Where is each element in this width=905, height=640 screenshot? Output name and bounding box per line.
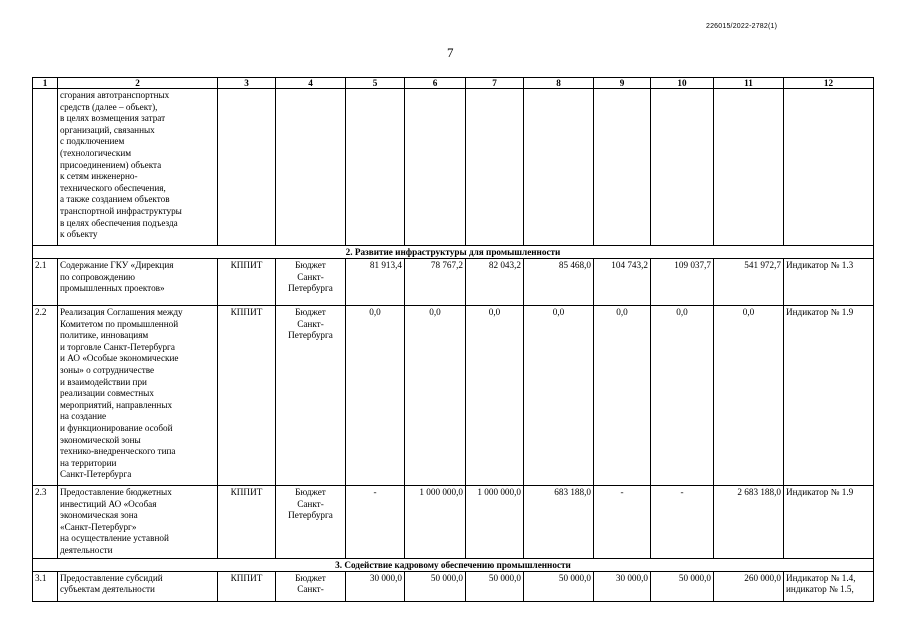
total-cell: 2 683 188,0 bbox=[714, 486, 784, 559]
value-cell: 109 037,7 bbox=[651, 259, 714, 306]
table-row bbox=[33, 571, 874, 601]
value-cell: - bbox=[651, 486, 714, 559]
funding-source-cell: Бюджет Санкт- bbox=[276, 571, 346, 601]
document-number: 226015/2022-2782(1) bbox=[706, 23, 778, 30]
activity-name-cell: Предоставление субсидий субъектам деятельности bbox=[58, 571, 218, 601]
activity-name-cell: сгорания автотранспортных средств (далее – объект), в целях возмещения затрат организаций, связанных с подключением (технологическим присоединением) объекта к сетям инженерно- технического обеспечения, а также созданием объектов транспортной инфраструктуры в целях обеспечения подъезда к объекту bbox=[58, 89, 218, 246]
activity-name-cell: Содержание ГКУ «Дирекция по сопровождению промышленных проектов» bbox=[58, 259, 218, 306]
value-cell: 0,0 bbox=[524, 306, 594, 486]
value-cell: 104 743,2 bbox=[594, 259, 651, 306]
value-cell: 85 468,0 bbox=[524, 259, 594, 306]
table-row bbox=[33, 259, 874, 306]
column-header: 3 bbox=[218, 78, 276, 89]
value-cell: - bbox=[346, 486, 405, 559]
row-number-cell: 2.1 bbox=[33, 259, 58, 306]
section-row bbox=[33, 558, 874, 571]
activity-name-cell: Предоставление бюджетных инвестиций АО «Особая экономическая зона «Санкт-Петербург» на осуществление уставной деятельности bbox=[58, 486, 218, 559]
value-cell: 50 000,0 bbox=[405, 571, 466, 601]
value-cell: 81 913,4 bbox=[346, 259, 405, 306]
indicator-cell: Индикатор № 1.9 bbox=[784, 306, 874, 486]
executor-cell: КППИТ bbox=[218, 571, 276, 601]
column-header: 10 bbox=[651, 78, 714, 89]
value-cell: 30 000,0 bbox=[346, 571, 405, 601]
empty-cell bbox=[714, 89, 784, 246]
column-header: 2 bbox=[58, 78, 218, 89]
column-number-header-row bbox=[33, 78, 874, 89]
row-number-cell: 3.1 bbox=[33, 571, 58, 601]
empty-cell bbox=[218, 89, 276, 246]
column-header: 12 bbox=[784, 78, 874, 89]
column-header: 6 bbox=[405, 78, 466, 89]
indicator-cell: Индикатор № 1.3 bbox=[784, 259, 874, 306]
table-row bbox=[33, 486, 874, 559]
funding-source-cell: Бюджет Санкт- Петербурга bbox=[276, 486, 346, 559]
column-header: 8 bbox=[524, 78, 594, 89]
indicator-cell: Индикатор № 1.4, индикатор № 1.5, bbox=[784, 571, 874, 601]
empty-cell bbox=[276, 89, 346, 246]
value-cell: 82 043,2 bbox=[466, 259, 524, 306]
row-number-cell: 2.3 bbox=[33, 486, 58, 559]
funding-source-cell: Бюджет Санкт- Петербурга bbox=[276, 259, 346, 306]
table-row bbox=[33, 89, 874, 246]
value-cell: 50 000,0 bbox=[651, 571, 714, 601]
value-cell: 683 188,0 bbox=[524, 486, 594, 559]
activity-name-cell: Реализация Соглашения между Комитетом по промышленной политике, инновациям и торговле Санкт-Петербурга и АО «Особые экономические зоны» о сотрудничестве и взаимодействии при реализации совместных мероприятий, направленных на создание и функционирование особой экономической зоны технико-внедренческого типа на территории Санкт-Петербурга bbox=[58, 306, 218, 486]
value-cell: 30 000,0 bbox=[594, 571, 651, 601]
executor-cell: КППИТ bbox=[218, 306, 276, 486]
row-number-cell: 2.2 bbox=[33, 306, 58, 486]
section-title: 2. Развитие инфраструктуры для промышленности bbox=[33, 246, 874, 259]
value-cell: 50 000,0 bbox=[466, 571, 524, 601]
column-header: 7 bbox=[466, 78, 524, 89]
value-cell: 0,0 bbox=[466, 306, 524, 486]
empty-cell bbox=[405, 89, 466, 246]
value-cell: - bbox=[594, 486, 651, 559]
value-cell: 1 000 000,0 bbox=[466, 486, 524, 559]
row-number-cell bbox=[33, 89, 58, 246]
value-cell: 1 000 000,0 bbox=[405, 486, 466, 559]
section-row bbox=[33, 246, 874, 259]
value-cell: 0,0 bbox=[594, 306, 651, 486]
executor-cell: КППИТ bbox=[218, 486, 276, 559]
program-activities-table bbox=[32, 77, 874, 602]
table-row bbox=[33, 306, 874, 486]
column-header: 11 bbox=[714, 78, 784, 89]
value-cell: 50 000,0 bbox=[524, 571, 594, 601]
empty-cell bbox=[466, 89, 524, 246]
value-cell: 78 767,2 bbox=[405, 259, 466, 306]
section-title: 3. Содействие кадровому обеспечению промышленности bbox=[33, 558, 874, 571]
value-cell: 0,0 bbox=[405, 306, 466, 486]
column-header: 1 bbox=[33, 78, 58, 89]
total-cell: 0,0 bbox=[714, 306, 784, 486]
empty-cell bbox=[346, 89, 405, 246]
page-number: 7 bbox=[447, 45, 454, 60]
indicator-cell: Индикатор № 1.9 bbox=[784, 486, 874, 559]
executor-cell: КППИТ bbox=[218, 259, 276, 306]
empty-cell bbox=[784, 89, 874, 246]
total-cell: 260 000,0 bbox=[714, 571, 784, 601]
total-cell: 541 972,7 bbox=[714, 259, 784, 306]
empty-cell bbox=[594, 89, 651, 246]
column-header: 9 bbox=[594, 78, 651, 89]
value-cell: 0,0 bbox=[346, 306, 405, 486]
empty-cell bbox=[524, 89, 594, 246]
column-header: 5 bbox=[346, 78, 405, 89]
value-cell: 0,0 bbox=[651, 306, 714, 486]
column-header: 4 bbox=[276, 78, 346, 89]
funding-source-cell: Бюджет Санкт- Петербурга bbox=[276, 306, 346, 486]
empty-cell bbox=[651, 89, 714, 246]
